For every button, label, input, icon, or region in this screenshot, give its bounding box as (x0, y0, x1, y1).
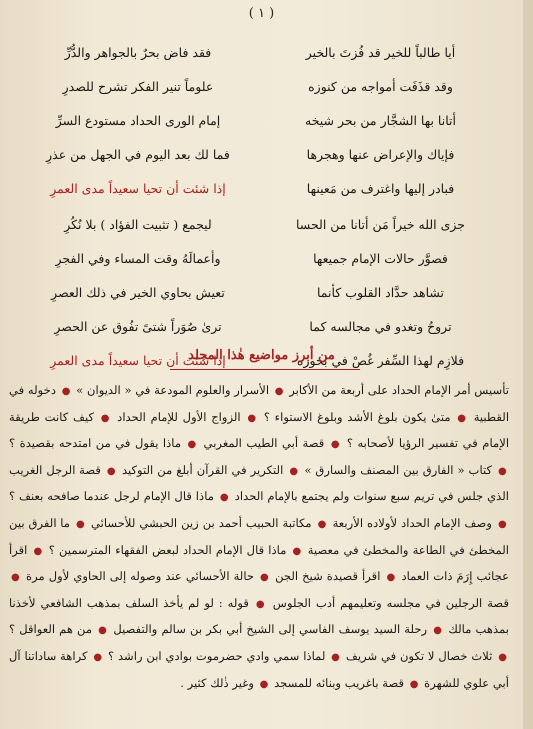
bullet-separator: ● (61, 386, 71, 397)
bullet-separator: ● (93, 651, 103, 663)
bullet-separator: ● (106, 465, 116, 477)
topics-paragraph (9, 378, 509, 697)
topic-item: متىٰ يكون بلوغ الأشد وبلوغ الاستواء ؟ (263, 409, 451, 424)
topic-item: التكرير في القرآن أبلغ من التوكيد (121, 462, 284, 477)
bullet-separator: ● (457, 412, 467, 424)
topic-item: قصة أبي الطيب المغربي (203, 436, 325, 451)
topic-item: تأسيس أمر الإمام الحداد على أربعة من الأكابر (289, 383, 510, 397)
verse-second-hemistich: إمام الورى الحداد مستودع السرِّ (55, 113, 221, 128)
verse-second-hemistich: علوماً تنير الفكر تشرح للصدرِ (62, 79, 214, 94)
verse-first-hemistich: وقد قذَفَت أمواجه من كنوزه (308, 79, 453, 94)
verse-second-hemistich: ليجمع ( تثبيت الفؤاد ) بلا نُكُرِ (64, 217, 212, 232)
verse-first-hemistich: أيا طالباً للخير قد فُزتَ بالخير (305, 45, 456, 60)
topic-item: لماذا سمي وادي حضرموت بوادي ابن راشد ؟ (107, 648, 326, 663)
verse-first-hemistich: فلازِم لهذا السِّفر غُصْ في بحوره (296, 353, 465, 368)
verse-line (0, 138, 523, 172)
title-underline (170, 369, 360, 370)
bullet-separator: ● (259, 678, 269, 690)
topic-item: رحلة السيد يوسف الفاسي إلى الشيخ أبي بكر بن سالم والتفصيل (113, 622, 428, 637)
topic-item: قصة الرجلين في مجلسه وتعليمهم أدب الجلوس (272, 595, 510, 610)
verse-line (0, 172, 523, 206)
bullet-separator: ● (498, 651, 508, 663)
bullet-separator: ● (187, 439, 198, 451)
verse-refrain-hemistich: إذا شئت أن تحيا سعيداً مدى العمرِ (50, 181, 226, 196)
bullet-separator: ● (433, 625, 443, 637)
bullet-separator: ● (247, 412, 258, 424)
bullet-separator: ● (497, 465, 508, 477)
bullet-separator: ● (497, 518, 507, 530)
topic-item: دخوله في القطبية (9, 383, 510, 424)
verse-second-hemistich: ترىٰ صُوَراً شتىً تفُوق عن الحصرِ (54, 319, 222, 334)
verse-line (0, 242, 523, 276)
topic-item: الأسرار والعلوم المودعة في « الديوان » (76, 383, 270, 397)
topic-item: اقرأ عجائب إِرَمَ ذات العماد (9, 542, 510, 584)
topic-item: مكاتبة الحبيب أحمد بن زين الحبشي للأحسائي (90, 515, 312, 530)
verse-refrain-hemistich: إذا شئت أن تحيا سعيداً مدى العمرِ (50, 353, 226, 368)
bullet-separator: ● (409, 678, 419, 690)
topic-item: ثلاث خصال لا تكون في شريف (345, 648, 493, 663)
bullet-separator: ● (274, 386, 284, 397)
bullet-separator: ● (292, 545, 302, 557)
verse-first-hemistich: جزى الله خيراً مَن أتانا من الحسا (295, 217, 466, 232)
topic-item: قوله : لو لم يأخذ السلف بمذهب الشافعي لأخذنا بمذهب مالك (9, 595, 509, 637)
bullet-separator: ● (98, 625, 108, 637)
topic-item: اقرأ قصيدة شيخ الجن (275, 569, 381, 584)
verse-second-hemistich: فقد فاض بحرٌ بالجواهر والدُّرِّ (64, 45, 212, 60)
topic-item: كتاب « الفارق بين المصنف والسارق » (304, 462, 492, 477)
topic-item: حالة الأحسائي عند وصوله إلى الحاوي لأول مرة (26, 569, 255, 584)
verse-first-hemistich: فإياك والإعراض عنها وهجرها (306, 147, 455, 162)
bullet-separator: ● (260, 572, 270, 584)
topic-item: كيف كانت طريقة الإمام في تفسير الرؤيا لأصحابه ؟ (9, 409, 510, 451)
topic-item: ماذا يقول في من امتدحه بقصيدة ؟ (9, 436, 182, 451)
topic-item: وغير ذٰلك كثير . (180, 675, 254, 690)
poem-stanza-1 (0, 36, 523, 206)
verse-line (0, 310, 523, 344)
topic-item: كراهة ساداتنا آل أبي علوي للشهرة (9, 648, 509, 690)
topic-item: ما الفرق بين المخطئ في الطاعة والمخطئ في معصية (9, 515, 510, 557)
section-title: من أبرز مواضيع هٰذا المجلد (188, 348, 335, 363)
bullet-separator: ● (75, 518, 85, 530)
verse-line (0, 208, 523, 242)
verse-first-hemistich: فبادر إليها واغترف من مَعينها (306, 181, 455, 196)
topic-item: ماذا قال الإمام لرجل عندما صافحه بعنف ؟ (9, 489, 214, 504)
bullet-separator: ● (33, 545, 43, 557)
bullet-separator: ● (386, 572, 396, 584)
bullet-separator: ● (255, 598, 266, 610)
topic-item: قصة الرجل الغريب الذي جلس في تريم سبع سنوات ولم يجتمع بالإمام الحداد (9, 462, 510, 504)
bullet-separator: ● (11, 572, 21, 584)
bullet-separator: ● (219, 492, 229, 504)
topic-item: الزواج الأول للإمام الحداد (117, 409, 241, 424)
page-number: ( ١ ) (248, 6, 275, 21)
verse-second-hemistich: وأعمالَهُ وقت المساء وفي الفجرِ (55, 251, 221, 266)
bullet-separator: ● (289, 465, 299, 477)
bullet-separator: ● (100, 412, 111, 424)
verse-first-hemistich: أتانا بها الشجَّار من بحر شيخه (305, 113, 456, 128)
topic-item: وصف الإمام الحداد لأولاده الأربعة (332, 515, 492, 530)
verse-first-hemistich: فصوَّر حالات الإمام جميعها (313, 251, 448, 266)
topic-item: من هم العواقل ؟ (9, 622, 93, 637)
bullet-separator: ● (317, 518, 327, 530)
topic-item: ماذا قال الإمام الحداد لبعض الفقهاء المترسمين ؟ (48, 542, 287, 557)
verse-line (0, 276, 523, 310)
verse-line (0, 104, 523, 138)
verse-line (0, 36, 523, 70)
verse-second-hemistich: فما لك بعد اليوم في الجهل من عذرِ (46, 147, 230, 162)
bullet-separator: ● (331, 651, 341, 663)
topic-item: قصة باغريب وبنائه للمسجد (274, 675, 405, 690)
verse-first-hemistich: تروحُ وتغدو في مجالسه كما (309, 319, 452, 334)
verse-line (0, 70, 523, 104)
verse-first-hemistich: تشاهد حدَّاد القلوب كأنما (316, 285, 445, 300)
bullet-separator: ● (330, 439, 341, 451)
verse-second-hemistich: تعيش بحاوي الخير في ذلك العصرِ (51, 285, 225, 300)
